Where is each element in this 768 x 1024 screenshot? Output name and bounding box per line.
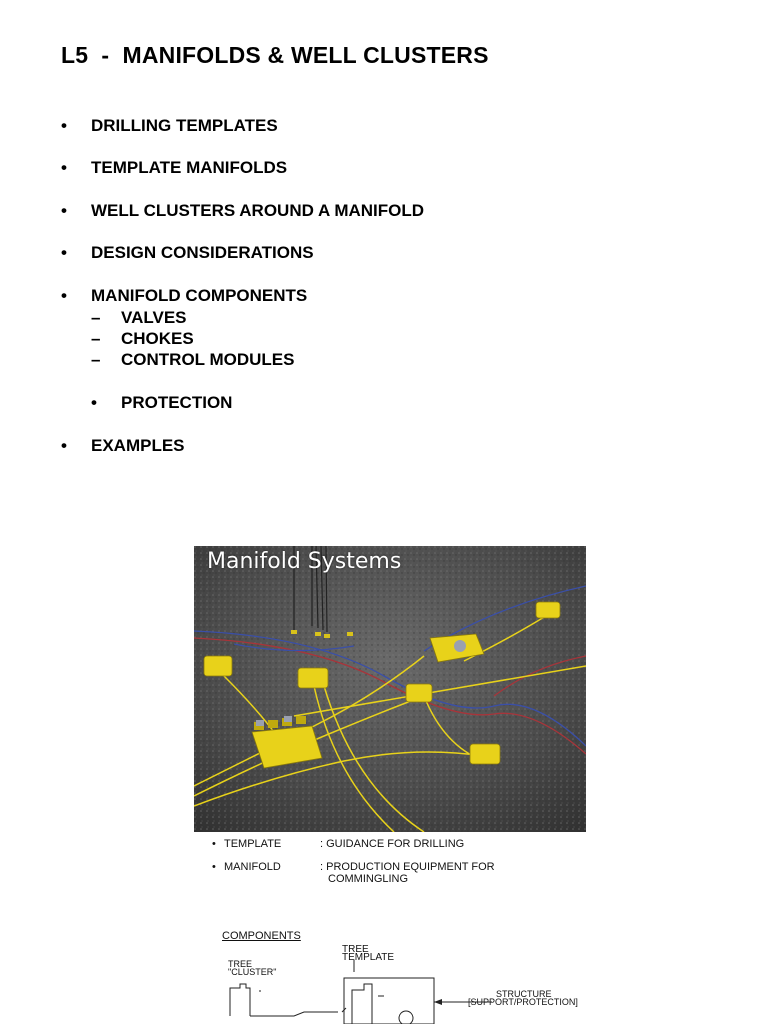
schematic-heading: COMPONENTS <box>222 930 301 942</box>
manifold-systems-image <box>194 546 586 832</box>
dash-icon: – <box>91 329 101 348</box>
bullet-icon: • <box>212 838 216 850</box>
definition-row: • TEMPLATE : GUIDANCE FOR DRILLING <box>212 838 465 850</box>
bullet-icon: • <box>91 393 97 412</box>
bullet-icon: • <box>212 861 216 873</box>
definition-row: • MANIFOLD : PRODUCTION EQUIPMENT FOR COMMINGLING <box>212 861 495 885</box>
bullet-icon: • <box>61 286 67 305</box>
dash-icon: – <box>91 308 101 327</box>
bullet-icon: • <box>61 436 67 455</box>
bullet-icon: • <box>61 243 67 262</box>
page-title: L5 - MANIFOLDS & WELL CLUSTERS <box>61 42 489 68</box>
bullet-icon: • <box>61 116 67 135</box>
photo-title: Manifold Systems <box>207 549 402 574</box>
dash-icon: – <box>91 350 101 369</box>
bullet-icon: • <box>61 201 67 220</box>
components-schematic: COMPONENTS TREE TEMPLATE TREE "CLUSTER" STRUCTURE [SUPPORT/PROTECTION] <box>214 900 584 1024</box>
subsea-field-illustration <box>194 546 586 832</box>
bullet-icon: • <box>61 158 67 177</box>
schematic-drawing <box>214 900 584 1024</box>
